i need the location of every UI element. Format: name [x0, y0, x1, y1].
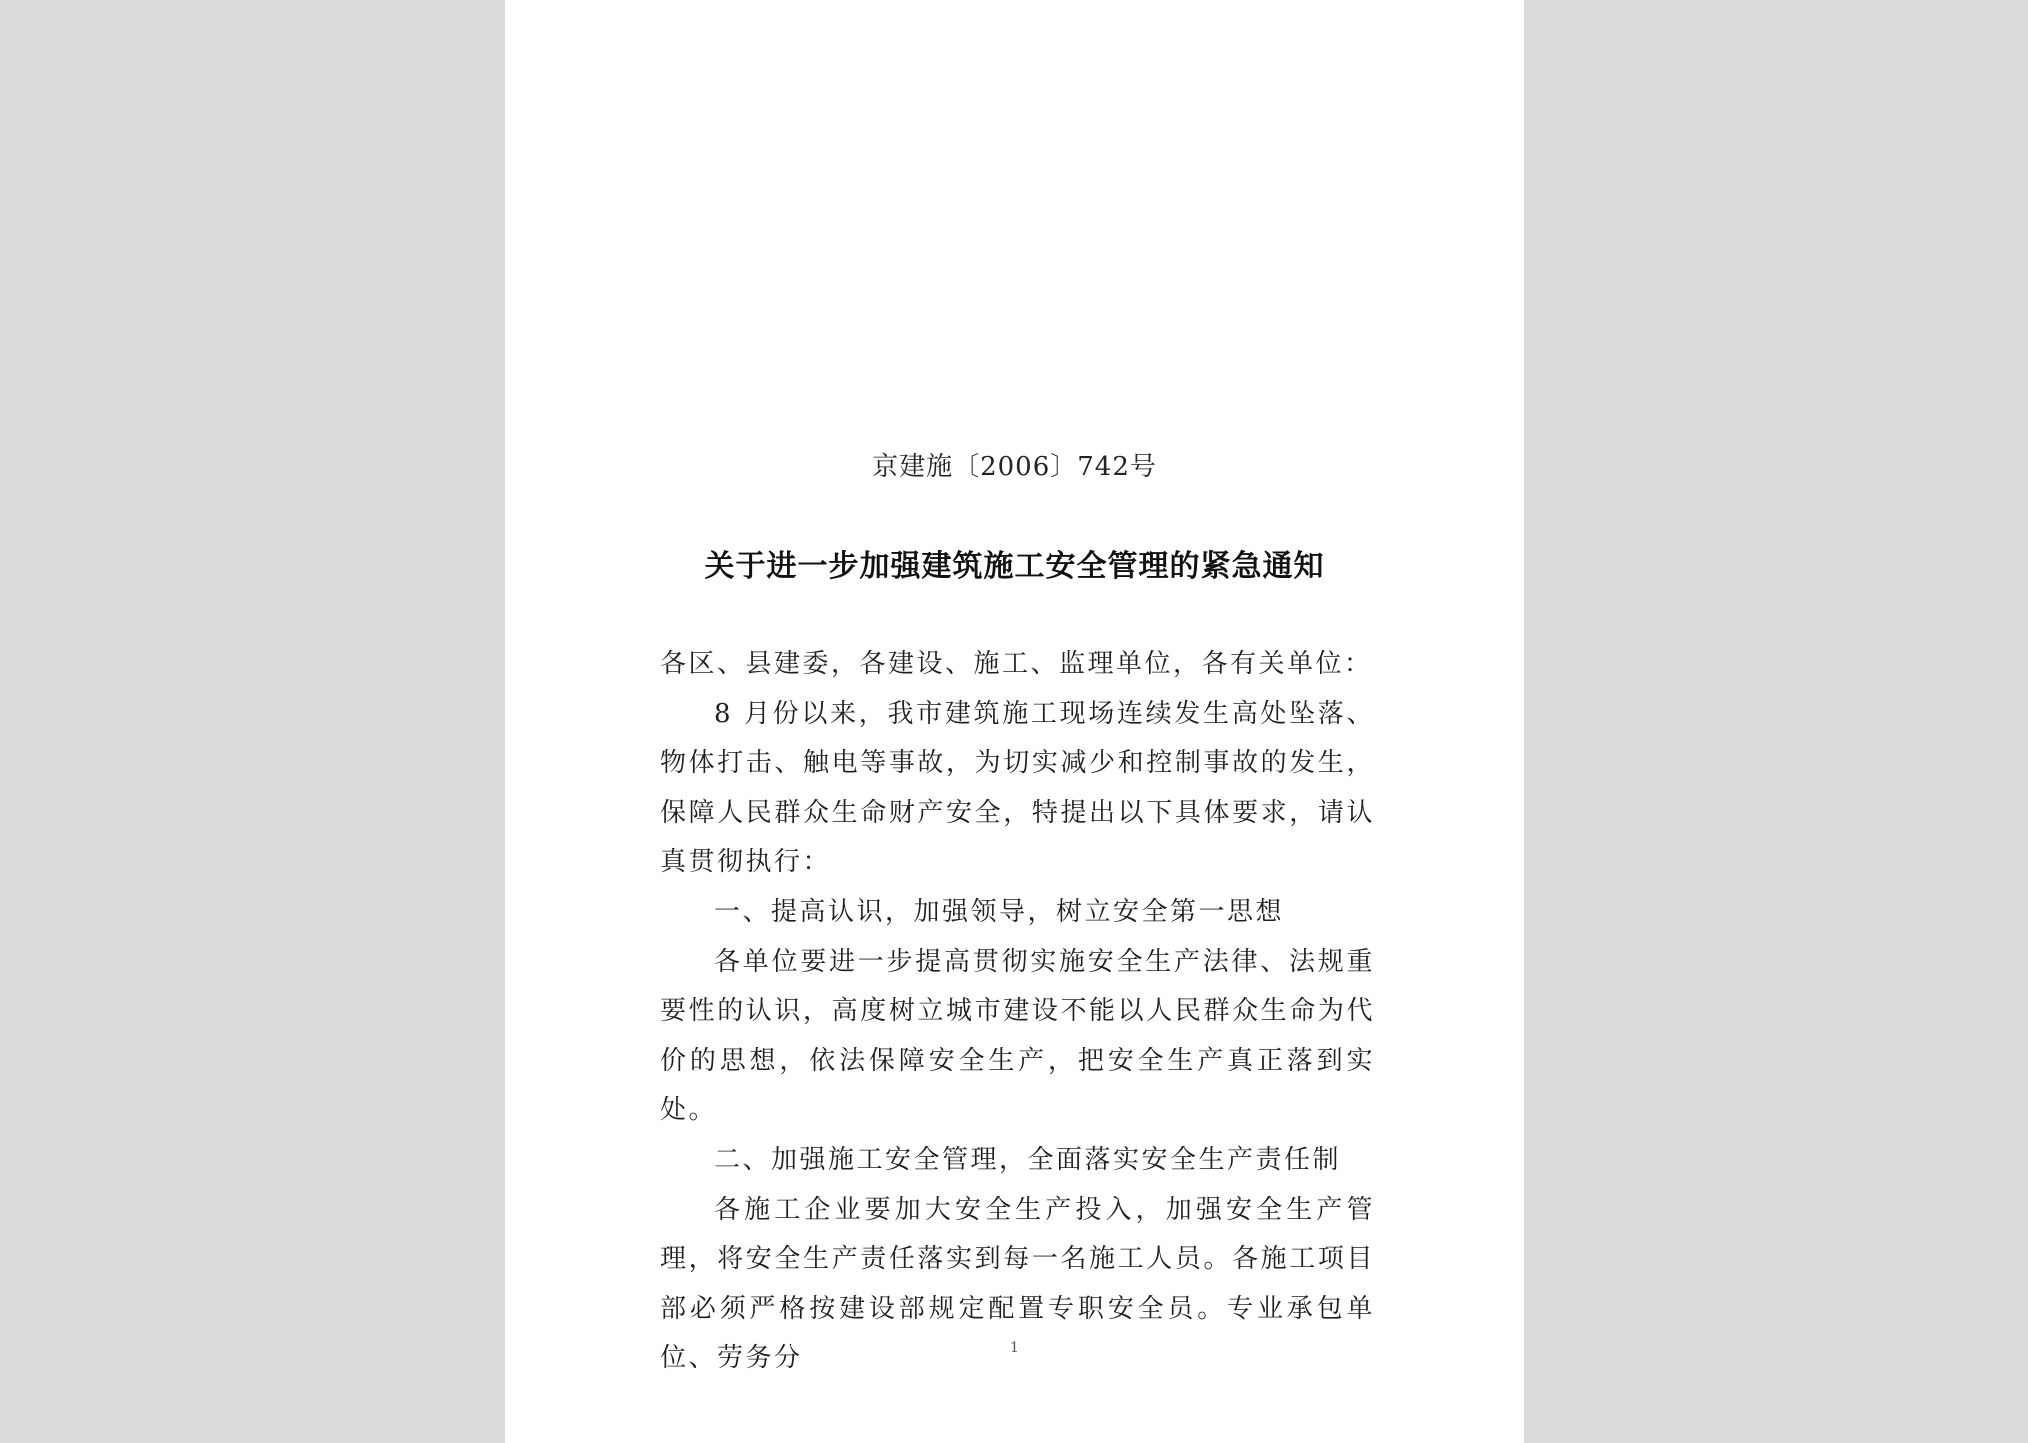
- page-number: 1: [1010, 1340, 1019, 1356]
- salutation: 各区、县建委，各建设、施工、监理单位，各有关单位：: [660, 649, 1373, 679]
- section-heading: 一、提高认识，加强领导，树立安全第一思想: [714, 896, 1285, 927]
- paragraph: 8 月份以来，我市建筑施工现场连续发生高处坠落、物体打击、触电等事故，为切实减少和控制事故的发生，保障人民群众生命财产安全，特提出以下具体要求，请认真贯彻执行：: [660, 698, 1375, 878]
- document-number: 京建施〔2006〕742号: [872, 452, 1157, 482]
- section-heading: 二、加强施工安全管理，全面落实安全生产责任制: [714, 1144, 1342, 1175]
- document-page: [505, 0, 1524, 1443]
- paragraph: 各施工企业要加大安全生产投入，加强安全生产管理，将安全生产责任落实到每一名施工人员。各施工项目部必须严格按建设部规定配置专职安全员。专业承包单位、劳务分: [660, 1194, 1375, 1374]
- paragraph: 各单位要进一步提高贯彻实施安全生产法律、法规重要性的认识，高度树立城市建设不能以人民群众生命为代价的思想，依法保障安全生产，把安全生产真正落到实处。: [660, 946, 1375, 1126]
- document-title: 关于进一步加强建筑施工安全管理的紧急通知: [704, 549, 1325, 584]
- document-body: [660, 640, 1375, 1384]
